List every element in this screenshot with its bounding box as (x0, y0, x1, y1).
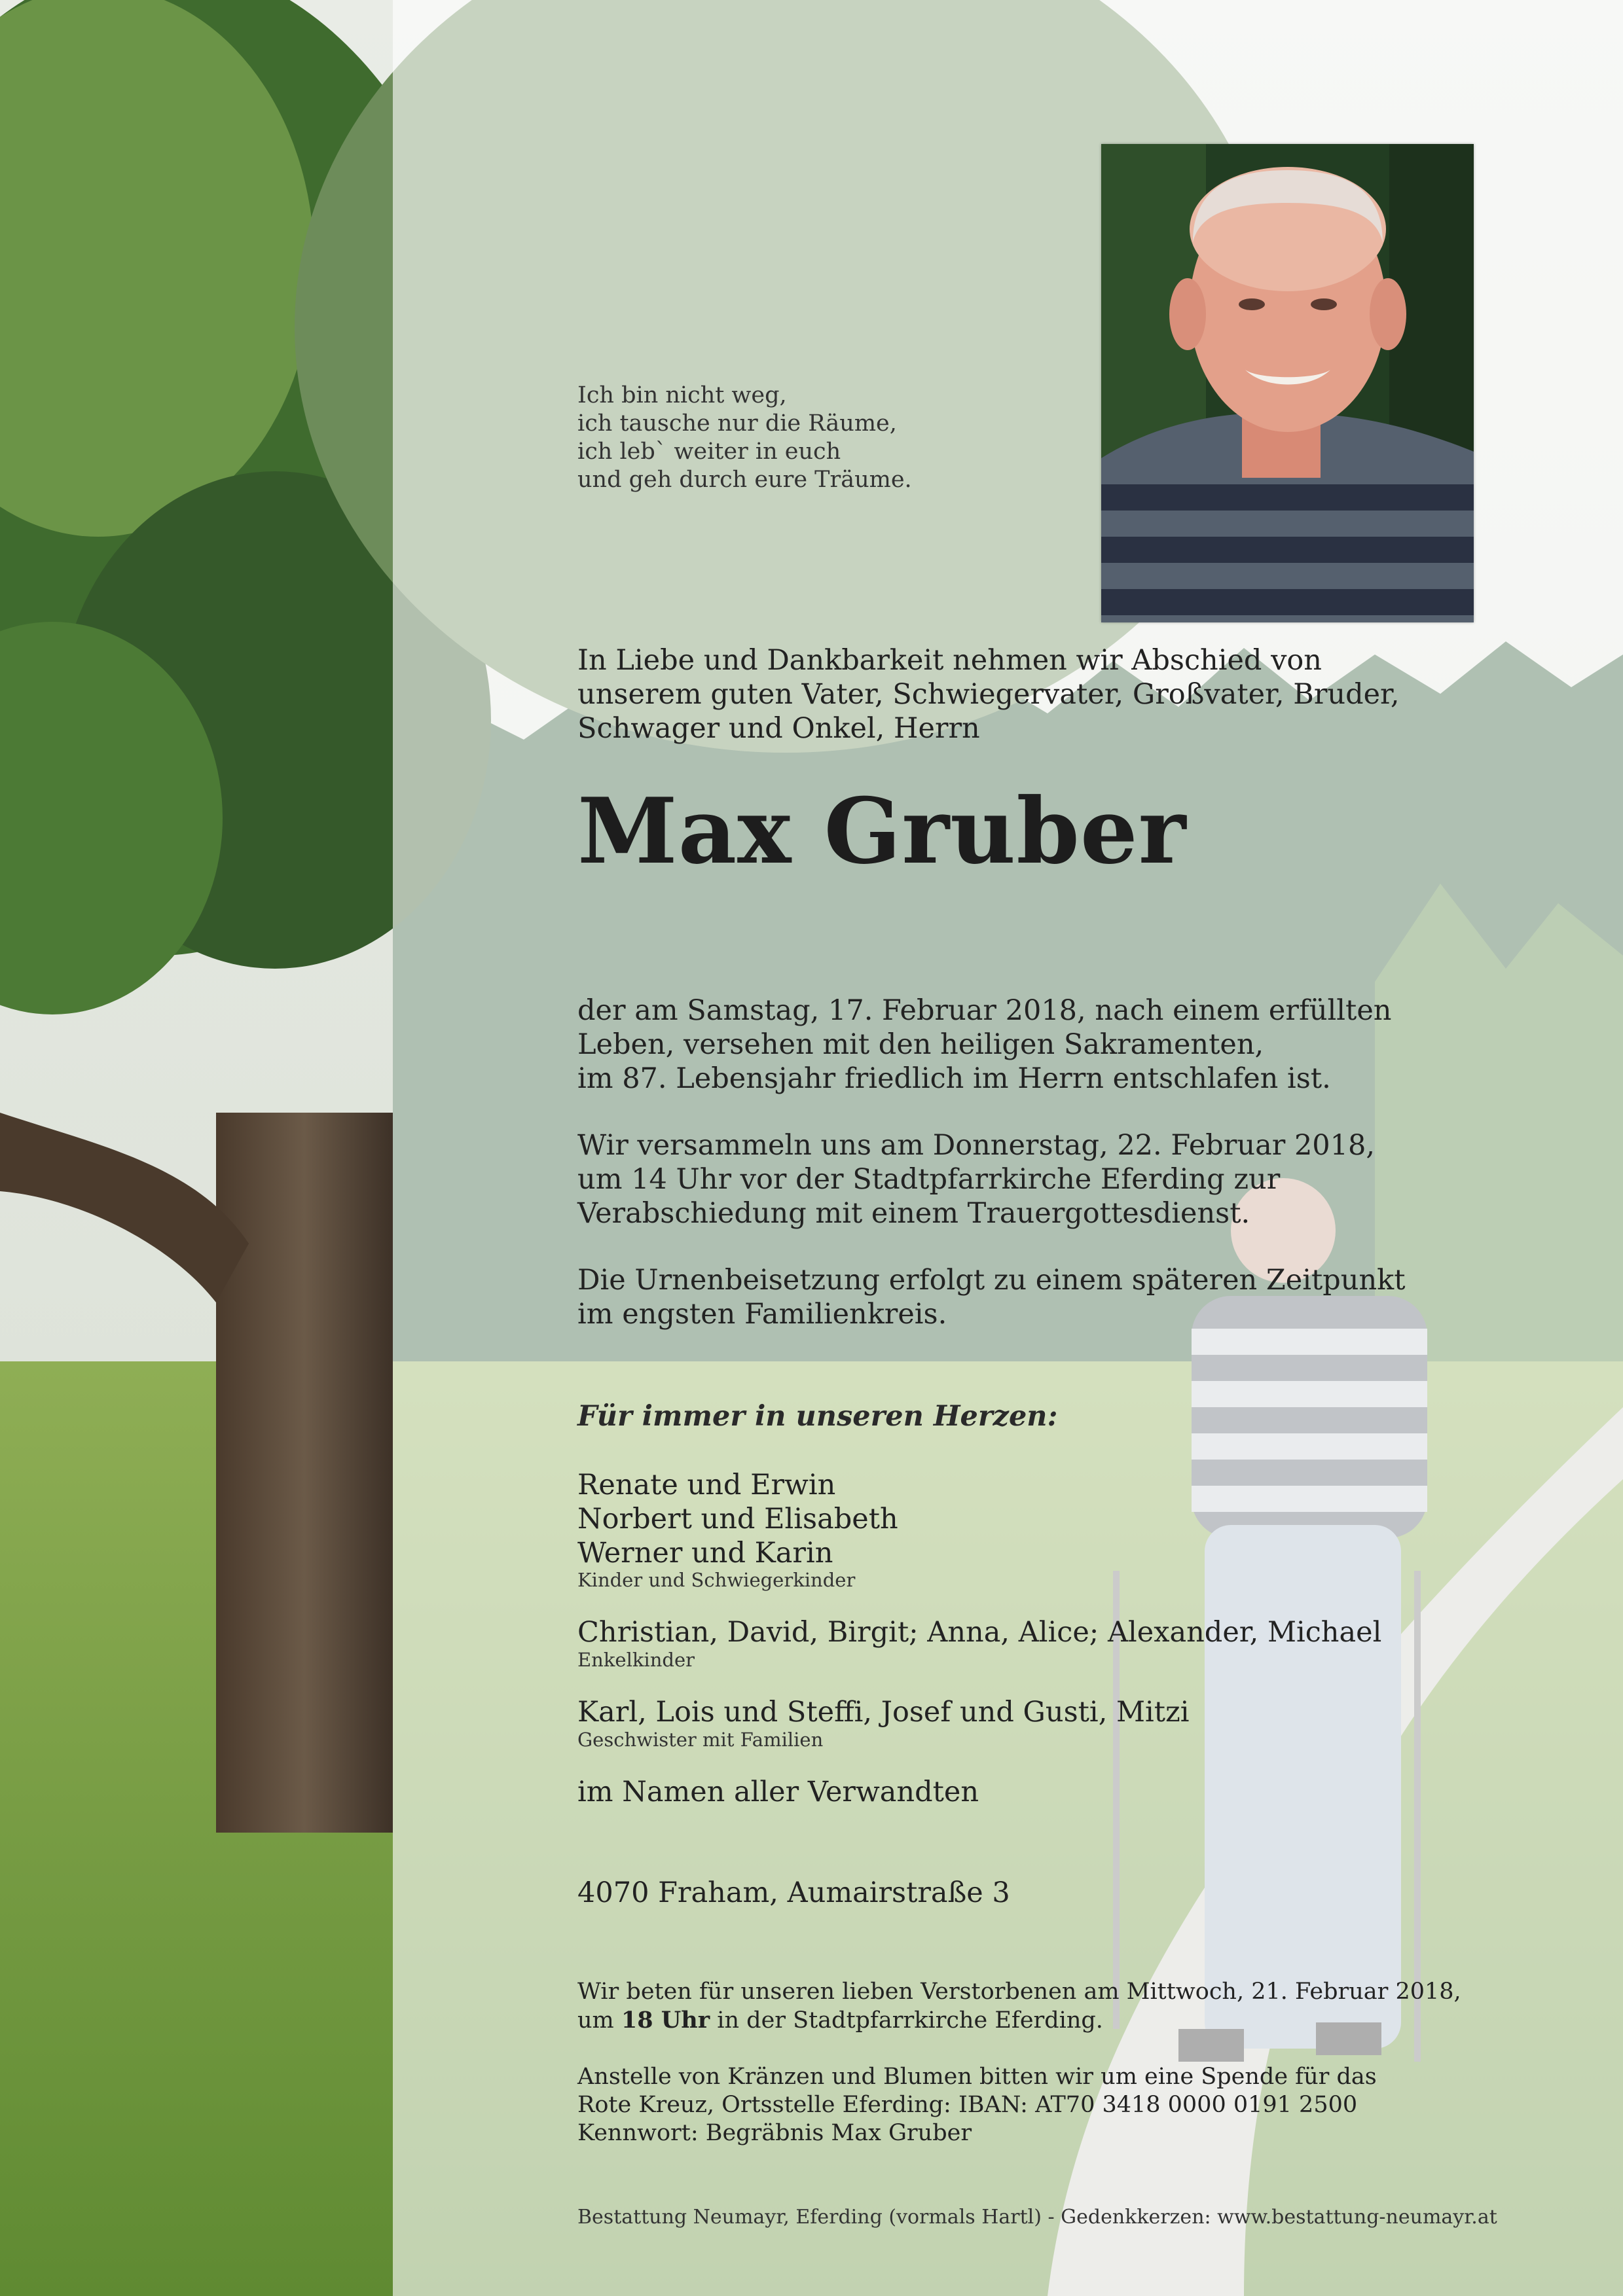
poem-line: Ich bin nicht weg, (577, 382, 787, 408)
deceased-name: Max Gruber (577, 778, 1187, 884)
funeral-line: um 14 Uhr vor der Stadtpfarrkirche Eferding zur (577, 1163, 1281, 1196)
children-relation: Kinder und Schwiegerkinder (577, 1569, 856, 1591)
children-names (577, 1468, 898, 1570)
grandchildren-names: Christian, David, Birgit; Anna, Alice; Alexander, Michael (577, 1616, 1382, 1649)
death-notice-line: Leben, versehen mit den heiligen Sakramenten, (577, 1028, 1264, 1061)
family-address: 4070 Fraham, Aumairstraße 3 (577, 1876, 1010, 1909)
prayer-time: 18 Uhr (621, 2007, 710, 2034)
poem-line: ich leb` weiter in euch (577, 439, 841, 465)
mourner-name: Werner und Karin (577, 1537, 833, 1570)
prayer-prefix: um (577, 2007, 621, 2034)
death-notice-line: der am Samstag, 17. Februar 2018, nach einem erfüllten (577, 994, 1392, 1027)
death-notice-line: im 87. Lebensjahr friedlich im Herrn entschlafen ist. (577, 1062, 1331, 1095)
grandchildren-relation: Enkelkinder (577, 1649, 695, 1671)
other-relatives: im Namen aller Verwandten (577, 1776, 979, 1808)
funeral-line: Verabschiedung mit einem Trauergottesdienst. (577, 1197, 1250, 1230)
poem-line: und geh durch eure Träume. (577, 467, 912, 493)
intro-line: Schwager und Onkel, Herrn (577, 712, 980, 745)
siblings-relation: Geschwister mit Familien (577, 1729, 824, 1751)
funeral-line: Wir versammeln uns am Donnerstag, 22. Februar 2018, (577, 1129, 1376, 1162)
intro-line: unserem guten Vater, Schwiegervater, Großvater, Bruder, (577, 678, 1400, 711)
donation-line: Anstelle von Kränzen und Blumen bitten wir um eine Spende für das (577, 2064, 1377, 2090)
intro-text (577, 643, 1400, 745)
prayer-info (577, 1978, 1461, 2035)
urn-line: Die Urnenbeisetzung erfolgt zu einem späteren Zeitpunkt (577, 1264, 1406, 1297)
prayer-line: Wir beten für unseren lieben Verstorbenen am Mittwoch, 21. Februar 2018, (577, 1979, 1461, 2005)
mourners-heading: Für immer in unseren Herzen: (577, 1400, 1058, 1433)
funeral-info (577, 1128, 1375, 1230)
funeral-home-footer: Bestattung Neumayr, Eferding (vormals Hartl) - Gedenkkerzen: www.bestattung-neumayr.at (577, 2206, 1497, 2229)
donation-line: Kennwort: Begräbnis Max Gruber (577, 2120, 972, 2146)
urn-burial-info (577, 1263, 1406, 1331)
donation-info (577, 2063, 1377, 2147)
siblings-names: Karl, Lois und Steffi, Josef und Gusti, Mitzi (577, 1696, 1190, 1729)
urn-line: im engsten Familienkreis. (577, 1298, 947, 1331)
intro-line: In Liebe und Dankbarkeit nehmen wir Abschied von (577, 644, 1322, 677)
portrait-photo (1101, 144, 1474, 622)
memorial-poem (577, 382, 912, 494)
donation-line: Rote Kreuz, Ortsstelle Eferding: IBAN: AT70 3418 0000 0191 2500 (577, 2092, 1358, 2118)
prayer-line (577, 2006, 1461, 2035)
poem-line: ich tausche nur die Räume, (577, 410, 897, 437)
mourner-name: Renate und Erwin (577, 1469, 836, 1501)
mourner-name: Norbert und Elisabeth (577, 1503, 898, 1535)
prayer-suffix: in der Stadtpfarrkirche Eferding. (710, 2007, 1103, 2034)
death-notice (577, 994, 1391, 1096)
